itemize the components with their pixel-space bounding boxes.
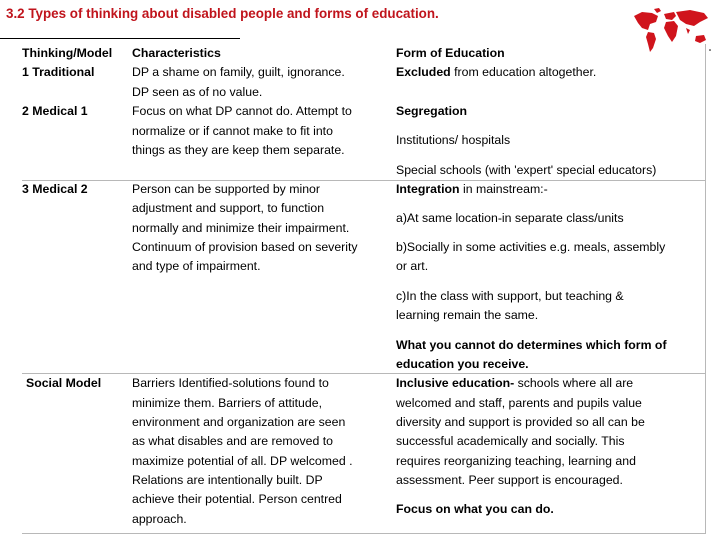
- social-characteristics-5: maximize potential of all. DP welcomed .: [132, 454, 353, 468]
- table-bottom-border: [22, 533, 706, 534]
- medical2-form-integration: [396, 180, 706, 199]
- medical2-form-summary-2: education you receive.: [396, 357, 529, 371]
- social-form-4: successful academically and socially. This: [396, 434, 625, 448]
- medical1-characteristics-3: things as they are keep them separate.: [132, 143, 345, 157]
- title-underline: [0, 38, 240, 39]
- row-divider: [22, 180, 706, 181]
- traditional-characteristics-2: DP seen as of no value.: [132, 85, 263, 99]
- traditional-form-bold: Excluded: [396, 65, 451, 79]
- medical1-characteristics-2: normalize or if cannot make to fit into: [132, 124, 333, 138]
- social-characteristics-6: Relations are intentionally built. DP: [132, 473, 323, 487]
- header-characteristics: Characteristics: [132, 46, 221, 60]
- medical2-characteristics-2: adjustment and support, to function: [132, 201, 325, 215]
- social-form-inclusive: [396, 374, 706, 393]
- medical2-form-option-b-cont: or art.: [396, 259, 429, 273]
- social-form-inclusive-rest: schools where all are: [514, 376, 634, 390]
- social-characteristics-4: as what disables and are removed to: [132, 434, 333, 448]
- social-form-3: diversity and support is provided so all can be: [396, 415, 645, 429]
- header-thinking: Thinking/Model: [22, 46, 113, 60]
- social-form-inclusive-bold: Inclusive education-: [396, 376, 515, 390]
- social-characteristics-8: approach.: [132, 512, 187, 526]
- social-characteristics-3: environment and organization are seen: [132, 415, 346, 429]
- medical2-characteristics-5: and type of impairment.: [132, 259, 261, 273]
- social-characteristics-2: minimize them. Barriers of attitude,: [132, 396, 322, 410]
- medical2-form-integration-rest: in mainstream:-: [459, 182, 548, 196]
- social-characteristics-7: achieve their potential. Person centred: [132, 492, 342, 506]
- medical1-form-special-schools: Special schools (with 'expert' special educators): [396, 163, 657, 177]
- row-divider: [22, 373, 706, 374]
- model-social: Social Model: [26, 376, 102, 390]
- medical1-characteristics-1: Focus on what DP cannot do. Attempt to: [132, 104, 352, 118]
- medical2-characteristics-4: Continuum of provision based on severity: [132, 240, 358, 254]
- medical1-form-institutions: Institutions/ hospitals: [396, 133, 511, 147]
- medical2-form-option-b: b)Socially in some activities e.g. meals, assembly: [396, 240, 666, 254]
- medical2-form-summary-1: What you cannot do determines which form of: [396, 338, 667, 352]
- model-medical-2: 3 Medical 2: [22, 182, 88, 196]
- page-title: 3.2 Types of thinking about disabled people and forms of education.: [6, 6, 439, 21]
- social-form-focus: Focus on what you can do.: [396, 502, 554, 516]
- medical2-characteristics-1: Person can be supported by minor: [132, 182, 320, 196]
- medical1-form-segregation: Segregation: [396, 104, 468, 118]
- traditional-form-rest: from education altogether.: [450, 65, 597, 79]
- social-form-2: welcomed and staff, parents and pupils value: [396, 396, 642, 410]
- table-right-border: [705, 44, 706, 534]
- model-traditional: 1 Traditional: [22, 65, 95, 79]
- medical2-characteristics-3: normally and minimize their impairment.: [132, 221, 350, 235]
- medical2-form-option-a: a)At same location-in separate class/units: [396, 211, 624, 225]
- traditional-characteristics-1: DP a shame on family, guilt, ignorance.: [132, 65, 345, 79]
- header-form-of-education: Form of Education: [396, 46, 505, 60]
- medical2-form-option-c: c)In the class with support, but teaching &: [396, 289, 624, 303]
- social-form-6: assessment. Peer support is encouraged.: [396, 473, 623, 487]
- medical2-form-integration-bold: Integration: [396, 182, 460, 196]
- traditional-form: [396, 63, 706, 82]
- social-form-5: requires reorganizing teaching, learning and: [396, 454, 636, 468]
- model-medical-1: 2 Medical 1: [22, 104, 88, 118]
- social-characteristics-1: Barriers Identified-solutions found to: [132, 376, 329, 390]
- medical2-form-option-c-cont: learning remain the same.: [396, 308, 539, 322]
